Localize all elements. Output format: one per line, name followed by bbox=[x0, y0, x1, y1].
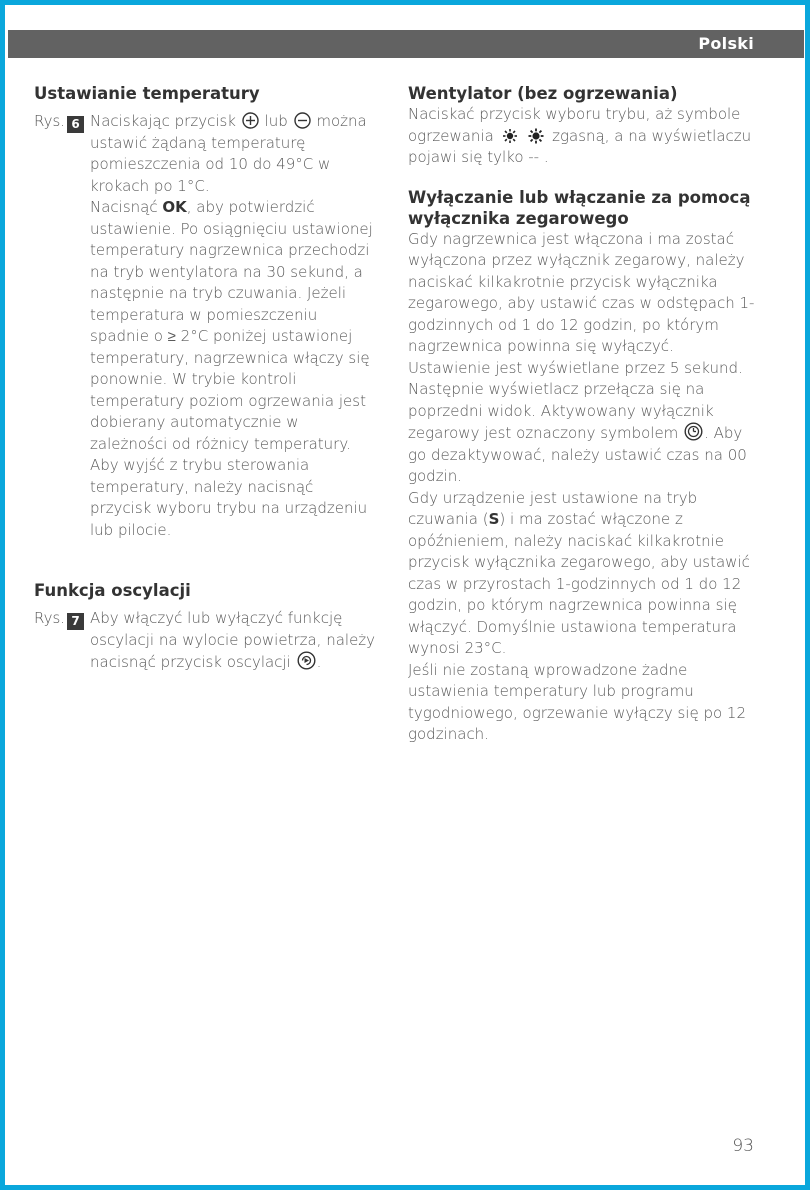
left-column bbox=[34, 83, 379, 674]
paragraph: Gdy nagrzewnica jest włączona i ma zostać wyłączona przez wyłącznik zegarowy, należy naciskać kilkakrotnie przycisk wyłącznika zegarowego, aby ustawić czas w odstępach 1-godzinnych od 1 do 12 godzin, po którym nagrzewnica powinna się wyłączyć. Ustawienie jest wyświetlane przez 5 sekund. Następnie wyświetlacz przełącza się na poprzedni widok. Aktywowany wyłącznik zegarowy jest oznaczony symbolem . Aby go dezaktywować, należy ustawić czas na 00 godzin. bbox=[408, 229, 755, 485]
temperature-text bbox=[90, 111, 379, 541]
section-title-temperature: Ustawianie temperatury bbox=[34, 84, 260, 103]
oscillation-text bbox=[90, 608, 379, 674]
timer-icon bbox=[684, 422, 703, 441]
ref-label: Rys. bbox=[34, 609, 66, 627]
right-column bbox=[408, 83, 758, 746]
ok-label: OK bbox=[162, 198, 187, 216]
page-number: 93 bbox=[732, 1136, 754, 1156]
header-bar bbox=[8, 30, 804, 58]
figure-number-badge: 6 bbox=[67, 116, 84, 133]
paragraph: Aby włączyć lub wyłączyć funkcję oscylacji na wylocie powietrza, należy nacisnąć przycisk oscylacji . bbox=[90, 609, 376, 671]
paragraph: Nacisnąć OK, aby potwierdzić ustawienie. Po osiągnięciu ustawionej temperatury nagrzewnica przechodzi na tryb wentylatora na 30 sekund, a następnie na tryb czuwania. Jeżeli temperatura w pomieszczeniu spadnie o ≥ 2°C poniżej ustawionej temperatury, nagrzewnica włączy się ponownie. W trybie kontroli temperatury poziom ogrzewania jest dobierany automatycznie w zależności od różnicy temperatury. bbox=[90, 198, 373, 453]
section-title-oscillation: Funkcja oscylacji bbox=[34, 581, 191, 600]
heat-large-icon bbox=[526, 128, 546, 144]
paragraph: Aby wyjść z trybu sterowania temperatury, należy nacisnąć przycisk wyboru trybu na urządzeniu lub pilocie. bbox=[90, 456, 368, 539]
paragraph: Jeśli nie zostaną wprowadzone żadne ustawienia temperatury lub programu tygodniowego, ogrzewanie wyłączy się po 12 godzinach. bbox=[408, 660, 746, 743]
ref-label: Rys. bbox=[34, 112, 66, 130]
figure-ref-6 bbox=[34, 111, 379, 541]
paragraph: Gdy urządzenie jest ustawione na tryb czuwania (S) i ma zostać włączone z opóźnieniem, należy naciskać kilkakrotnie przycisk wyłącznika zegarowego, aby ustawić czas w przyrostach 1-godzinnych od 1 do 12 godzin, po którym nagrzewnica powinna się włączyć. Domyślnie ustawiona temperatura wynosi 23°C. bbox=[408, 488, 750, 657]
minus-circle-icon bbox=[294, 112, 311, 129]
oscillation-icon bbox=[297, 651, 316, 670]
plus-circle-icon bbox=[242, 112, 259, 129]
heat-small-icon bbox=[500, 128, 520, 144]
paragraph: Naciskać przycisk wyboru trybu, aż symbole ogrzewania zgasną, a na wyświetlaczu pojawi się tylko -- . bbox=[408, 105, 752, 166]
section-title-fan: Wentylator (bez ogrzewania) bbox=[408, 84, 678, 103]
figure-number-badge: 7 bbox=[67, 613, 84, 630]
figure-ref-7 bbox=[34, 608, 379, 674]
paragraph: Naciskając przycisk lub można ustawić żądaną temperaturę pomieszczenia od 10 do 49°C w krokach po 1°C. bbox=[90, 112, 367, 195]
standby-symbol: S bbox=[488, 510, 500, 528]
language-label: Polski bbox=[698, 34, 754, 53]
section-title-timer: Wyłączanie lub włączanie za pomocą wyłącznika zegarowego bbox=[408, 187, 751, 228]
